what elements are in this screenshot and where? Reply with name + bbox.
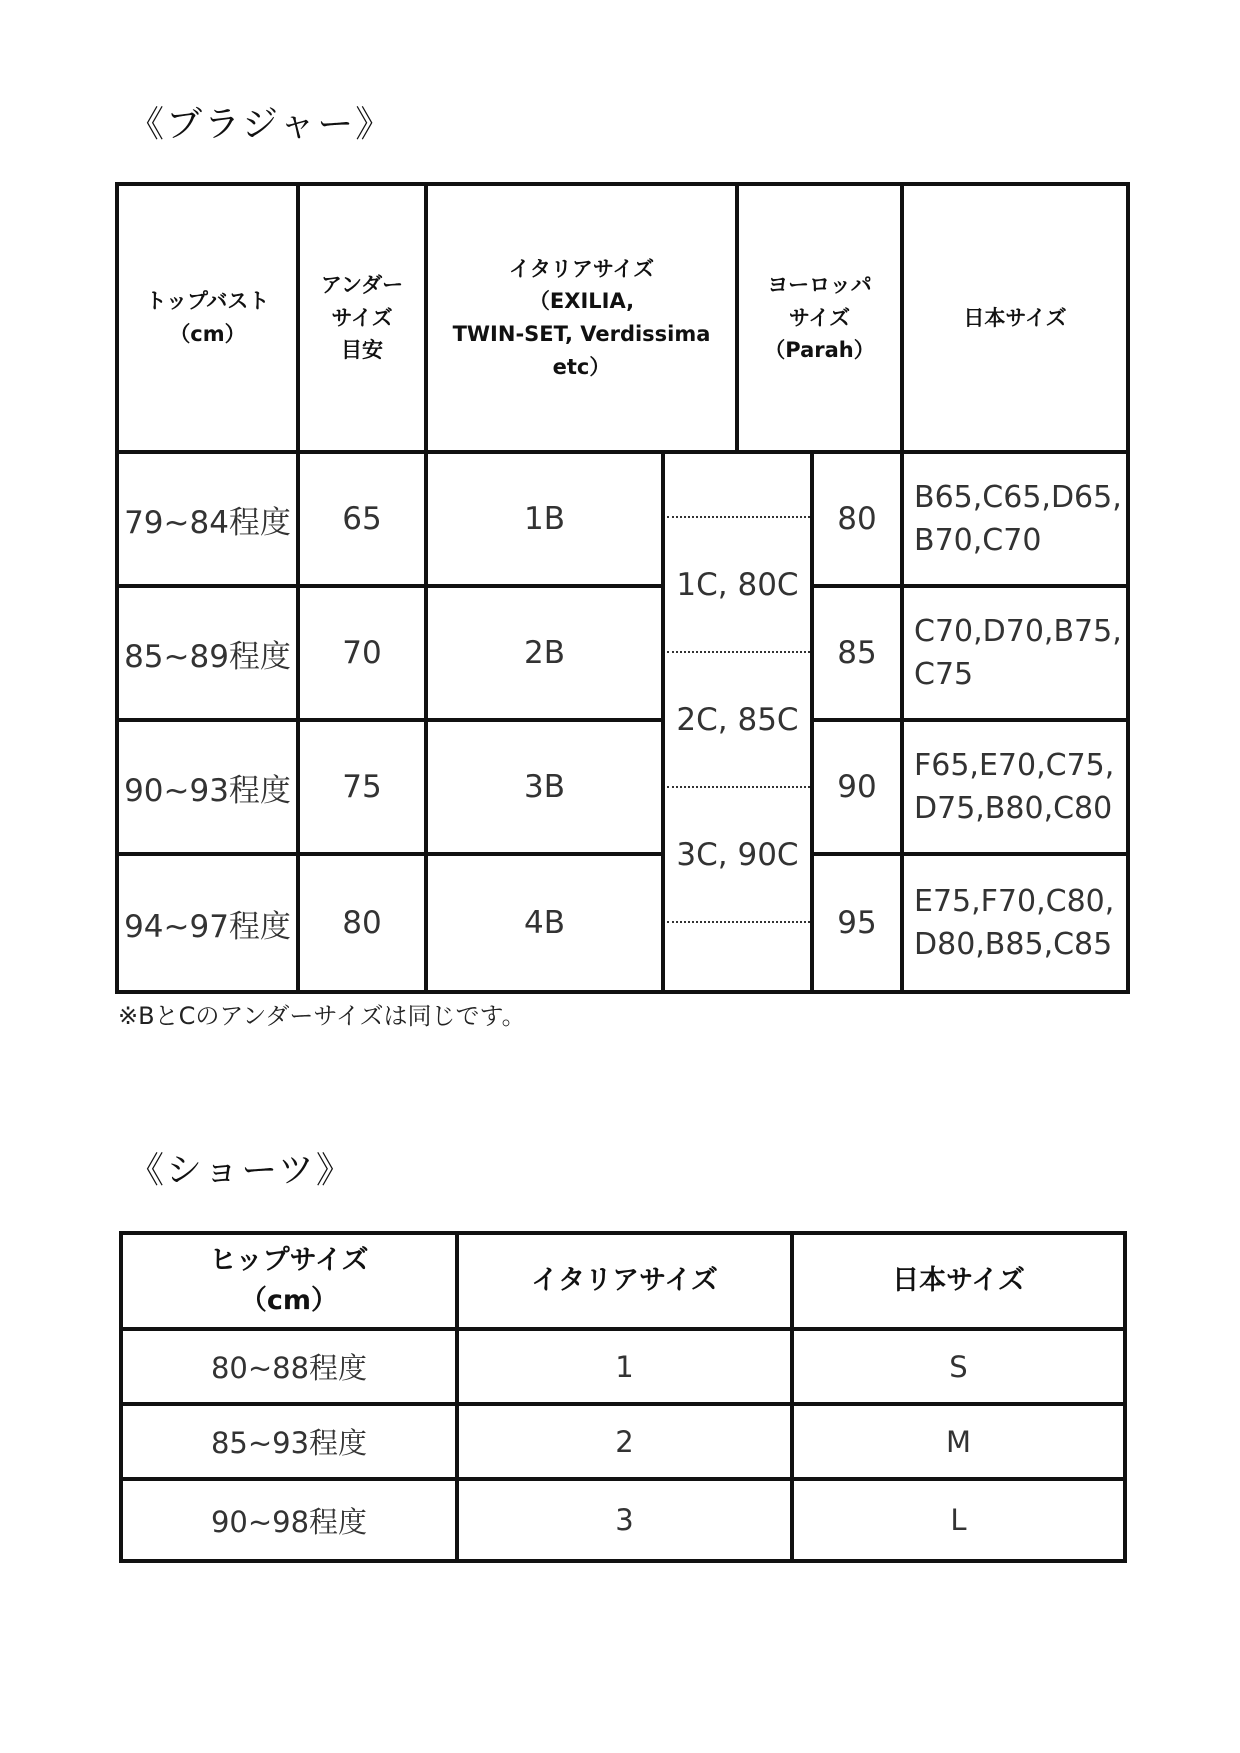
- shorts-row-3-japan: L: [950, 1503, 967, 1537]
- bra-row-4-japan: [904, 856, 1126, 990]
- bra-footnote: ※BとCのアンダーサイズは同じです。: [118, 1002, 526, 1030]
- header-under-size-label: アンダー サイズ 目安: [320, 273, 404, 363]
- shorts-row-1-japan: S: [949, 1349, 968, 1384]
- shorts-size-table: [119, 1231, 1127, 1563]
- header-japan-size-label: 日本サイズ: [963, 305, 1067, 330]
- shorts-row-2-hip: 85~93程度: [210, 1426, 368, 1460]
- header-hip-size-label: ヒップサイズ （cm）: [209, 1244, 369, 1316]
- header-europe-size: [739, 186, 900, 450]
- bra-italy-c-2: 2C, 85C: [676, 701, 799, 738]
- bra-row-1-japan: [904, 454, 1126, 584]
- bra-row-2-top-bust: 85~89程度: [124, 638, 291, 675]
- bra-row-3-under: 75: [342, 769, 382, 805]
- bra-row-3-top-bust: 90~93程度: [124, 772, 291, 809]
- bra-row-2-under: 70: [342, 635, 382, 671]
- bra-row-3-italy-b: 3B: [524, 769, 565, 805]
- bra-row-4-top-bust: 94~97程度: [124, 908, 291, 945]
- header-europe-size-label: ヨーロッパ サイズ （Parah）: [764, 273, 875, 363]
- header-top-bust: [119, 186, 296, 450]
- bra-section-title: 《ブラジャー》: [128, 104, 394, 145]
- bra-row-1-japan-text: B65,C65,D65, B70,C70: [914, 479, 1122, 558]
- shorts-row-1-hip: 80~88程度: [210, 1351, 368, 1385]
- header-hip-size: [123, 1235, 455, 1327]
- bra-row-3-japan-text: F65,E70,C75, D75,B80,C80: [914, 747, 1115, 826]
- shorts-row-1-italy: 1: [615, 1349, 634, 1384]
- header-japan-size: [904, 186, 1126, 450]
- bra-row-4-japan-text: E75,F70,C80, D80,B85,C85: [914, 883, 1115, 962]
- bra-row-3-europe: 90: [837, 769, 877, 805]
- bra-row-1-europe: 80: [837, 501, 877, 537]
- bra-row-1-italy-b: 1B: [524, 501, 565, 537]
- shorts-section-title: 《ショーツ》: [128, 1150, 354, 1191]
- header-under-size: [300, 186, 424, 450]
- bra-italy-c-3: 3C, 90C: [676, 836, 799, 873]
- bra-row-2-europe: 85: [837, 635, 877, 671]
- header-italy-size: [428, 186, 735, 450]
- bra-row-4-italy-b: 4B: [524, 905, 565, 941]
- shorts-row-2-japan: M: [945, 1424, 972, 1459]
- shorts-row-2-italy: 2: [615, 1424, 634, 1459]
- header-shorts-italy-size: イタリアサイズ: [531, 1264, 718, 1296]
- header-shorts-japan-size: 日本サイズ: [892, 1264, 1025, 1296]
- bra-row-3-japan: [904, 722, 1126, 852]
- bra-row-4-under: 80: [342, 905, 382, 941]
- bra-row-2-japan-text: C70,D70,B75, C75: [914, 613, 1122, 692]
- bra-row-1-under: 65: [342, 501, 382, 537]
- bra-row-2-italy-b: 2B: [524, 635, 565, 671]
- bra-row-2-japan: [904, 588, 1126, 718]
- bra-size-table: [115, 182, 1130, 994]
- bra-row-1-top-bust: 79~84程度: [124, 504, 291, 541]
- bra-italy-c-1: 1C, 80C: [676, 566, 799, 603]
- bra-dotted-guide: [667, 921, 810, 923]
- header-italy-size-label: イタリアサイズ （EXILIA, TWIN-SET, Verdissima etc）: [452, 256, 711, 379]
- header-top-bust-label: トップバスト （cm）: [145, 289, 270, 346]
- shorts-row-3-hip: 90~98程度: [210, 1504, 368, 1539]
- bra-row-4-europe: 95: [837, 905, 877, 941]
- shorts-row-3-italy: 3: [615, 1503, 634, 1537]
